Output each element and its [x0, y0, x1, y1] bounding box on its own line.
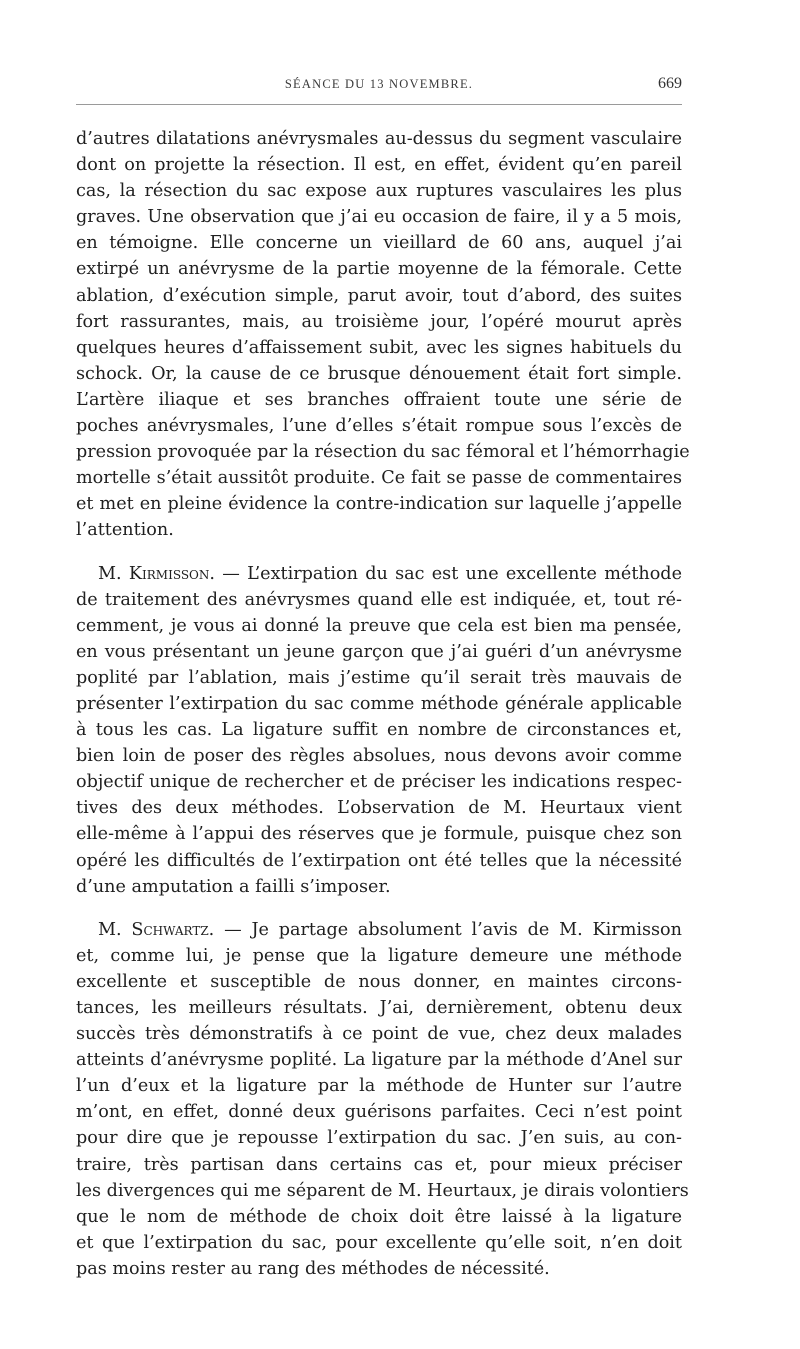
text-line: L’artère iliaque et ses branches offraient toute une série de [76, 389, 682, 410]
text-line: présenter l’extirpation du sac comme méthode générale applicable [76, 693, 682, 714]
text-line: et que l’extirpation du sac, pour excellente qu’elle soit, n’en doit [76, 1232, 682, 1253]
text-line: traire, très partisan dans certains cas et, pour mieux préciser [76, 1154, 682, 1175]
text-line: graves. Une observation que j’ai eu occasion de faire, il y a 5 mois, [76, 207, 682, 228]
text-line: excellente et susceptible de nous donner, en maintes circons- [76, 971, 682, 992]
text-line: dont on projette la résection. Il est, en effet, évident qu’en pareil [76, 155, 682, 176]
text-line: de traitement des anévrysmes quand elle est indiquée, et, tout ré- [76, 589, 682, 610]
header-rule [76, 104, 682, 105]
text-line: l’un d’eux et la ligature par la méthode de Hunter sur l’autre [76, 1076, 682, 1097]
text-line: ablation, d’exécution simple, parut avoir, tout d’abord, des suites [76, 285, 682, 306]
text-line: bien loin de poser des règles absolues, nous devons avoir comme [76, 746, 682, 767]
text-line: d’une amputation a failli s’imposer. [76, 876, 391, 897]
speaker-name: M. Schwartz. [98, 919, 215, 940]
text-line: tives des deux méthodes. L’observation de M. Heurtaux vient [76, 798, 682, 819]
paragraph-continuation [76, 126, 690, 544]
text-line: atteints d’anévrysme poplité. La ligature par la méthode d’Anel sur [76, 1050, 682, 1071]
text-line: quelques heures d’affaissement subit, avec les signes habituels du [76, 337, 682, 358]
text-line: poches anévrysmales, l’une d’elles s’était rompue sous l’excès de [76, 416, 682, 437]
speaker-name: M. Kirmisson. [98, 563, 215, 584]
text-line: objectif unique de rechercher et de préciser les indications respec- [76, 772, 682, 793]
text-line: cas, la résection du sac expose aux ruptures vasculaires les plus [76, 181, 682, 202]
text-line: elle-même à l’appui des réserves que je formule, puisque chez son [76, 824, 682, 845]
text-line: extirpé un anévrysme de la partie moyenne de la fémorale. Cette [76, 259, 682, 280]
text-line: poplité par l’ablation, mais j’estime qu’il serait très mauvais de [76, 667, 682, 688]
text-line: cemment, je vous ai donné la preuve que cela est bien ma pensée, [76, 615, 682, 636]
text-line-first [76, 917, 682, 943]
text-line: opéré les difficultés de l’extirpation ont été telles que la nécessité [76, 850, 682, 871]
speech-text: — Je partage absolument l’avis de M. Kirmisson [214, 919, 682, 940]
text-line-first [76, 561, 682, 587]
paragraph-schwartz [76, 917, 689, 1282]
speech-text: — L’extirpation du sac est une excellente méthode [214, 563, 682, 584]
text-line: à tous les cas. La ligature suffit en nombre de circonstances et, [76, 720, 682, 741]
page-number: 669 [658, 75, 682, 92]
text-line: en témoigne. Elle concerne un vieillard de 60 ans, auquel j’ai [76, 233, 682, 254]
text-line: pour dire que je repousse l’extirpation du sac. J’en suis, au con- [76, 1128, 682, 1149]
body-text [76, 126, 690, 1282]
text-line: pas moins rester au rang des méthodes de nécessité. [76, 1258, 550, 1279]
paragraph-kirmisson [76, 561, 682, 900]
text-line: schock. Or, la cause de ce brusque dénouement était fort simple. [76, 363, 682, 384]
text-line: m’ont, en effet, donné deux guérisons parfaites. Ceci n’est point [76, 1102, 682, 1123]
running-title: SÉANCE DU 13 NOVEMBRE. [284, 77, 474, 91]
text-line: et, comme lui, je pense que la ligature demeure une méthode [76, 945, 682, 966]
text-line: les divergences qui me séparent de M. Heurtaux, je dirais volontiers [76, 1180, 689, 1201]
text-line: l’attention. [76, 520, 174, 541]
text-line: en vous présentant un jeune garçon que j’ai guéri d’un anévrysme [76, 641, 682, 662]
text-line: succès très démonstratifs à ce point de vue, chez deux malades [76, 1024, 682, 1045]
text-line: que le nom de méthode de choix doit être laissé à la ligature [76, 1206, 682, 1227]
text-line: tances, les meilleurs résultats. J’ai, dernièrement, obtenu deux [76, 998, 682, 1018]
running-header [76, 77, 682, 99]
text-line: fort rassurantes, mais, au troisième jour, l’opéré mourut après [76, 311, 682, 332]
text-line: d’autres dilatations anévrysmales au-dessus du segment vasculaire [76, 129, 682, 149]
text-line: mortelle s’était aussitôt produite. Ce fait se passe de commentaires [76, 468, 682, 489]
text-line: et met en pleine évidence la contre-indication sur laquelle j’appelle [76, 494, 682, 515]
text-line: pression provoquée par la résection du sac fémoral et l’hémorrhagie [76, 442, 690, 463]
